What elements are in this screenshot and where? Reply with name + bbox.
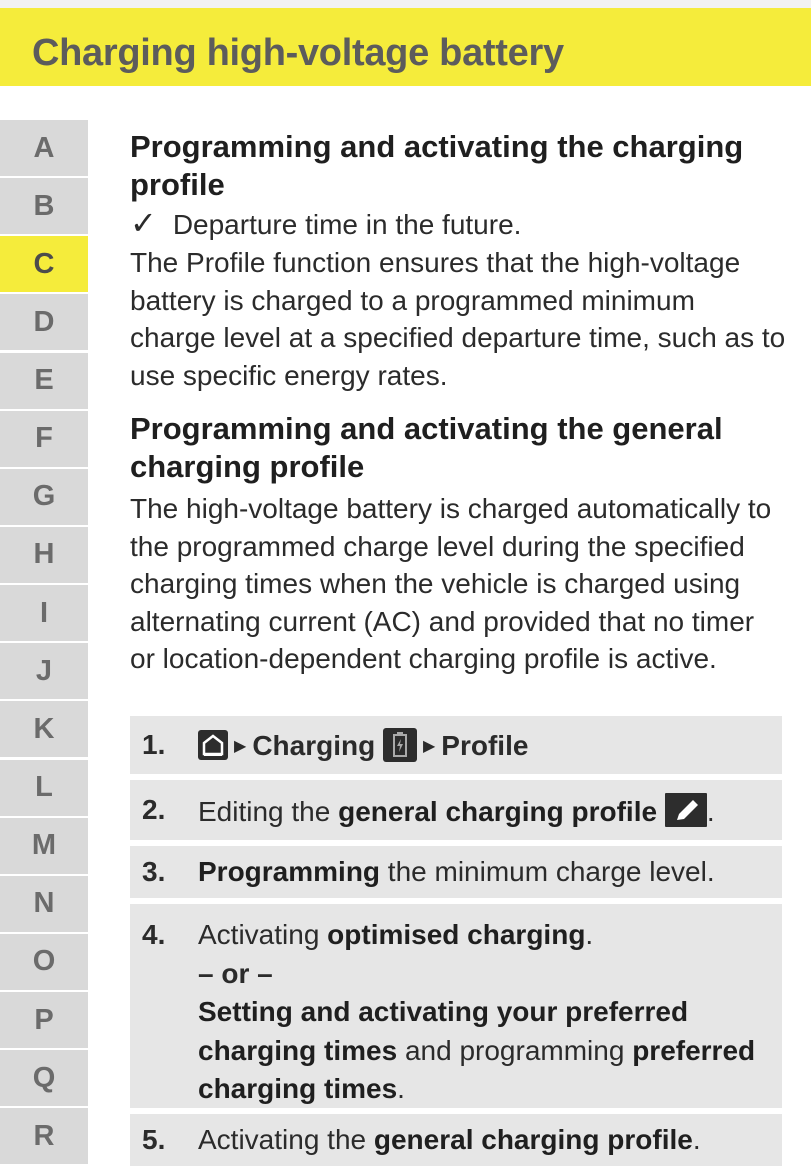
- index-letter-a[interactable]: A: [0, 120, 88, 176]
- nav-charging: Charging: [252, 730, 376, 761]
- body-line: or location-dependent charging profile is active.: [130, 643, 717, 674]
- index-letter-e[interactable]: E: [0, 353, 88, 409]
- step-emphasis: general charging profile: [338, 795, 658, 827]
- step-number: 1.: [142, 729, 166, 760]
- step-emphasis: Setting and activating your preferred charging times: [198, 996, 689, 1066]
- index-letter-o[interactable]: O: [0, 934, 88, 990]
- section-heading-charging-profile: Programming and activating the charging profile: [130, 129, 744, 202]
- instruction-steps: [130, 716, 782, 1172]
- index-letter-m[interactable]: M: [0, 818, 88, 874]
- step-text: Editing the: [198, 795, 339, 827]
- nav-profile: Profile: [441, 730, 529, 761]
- step-number: 4.: [142, 919, 166, 950]
- step-number: 3.: [142, 856, 166, 887]
- index-letter-j[interactable]: J: [0, 643, 88, 699]
- step-body: [198, 793, 782, 828]
- section1-paragraph: [130, 244, 802, 394]
- step-text: Activating the: [198, 1124, 374, 1155]
- index-letter-d[interactable]: D: [0, 294, 88, 350]
- step-body: [198, 1124, 782, 1156]
- body-line: charge level at a specified departure time, such as to: [130, 322, 786, 353]
- body-line: battery is charged to a programmed minimum: [130, 284, 695, 316]
- section-heading-general-profile: Programming and activating the general charging profile: [130, 411, 723, 484]
- step-text: .: [706, 795, 715, 827]
- step-body: [198, 916, 782, 1109]
- pencil-edit-icon: [665, 793, 707, 827]
- body-line: the programmed charge level during the specified: [130, 530, 745, 562]
- index-letter-c[interactable]: C: [0, 236, 88, 292]
- step-emphasis: preferred charging times: [198, 1034, 756, 1104]
- step-text: Activating: [198, 919, 328, 950]
- step-emphasis: Programming: [198, 856, 381, 887]
- body-line: charging times when the vehicle is charged using: [130, 568, 741, 599]
- page-header: [0, 8, 811, 86]
- step-body: [198, 856, 782, 888]
- step-text: .: [692, 1124, 701, 1155]
- step-emphasis: optimised charging: [327, 919, 586, 950]
- index-letter-b[interactable]: B: [0, 178, 88, 234]
- step-number: 5.: [142, 1124, 166, 1155]
- index-letter-q[interactable]: Q: [0, 1050, 88, 1106]
- index-letter-r[interactable]: R: [0, 1108, 88, 1164]
- precondition-text: Departure time in the future.: [172, 209, 522, 240]
- index-letter-k[interactable]: K: [0, 701, 88, 757]
- step-4: [130, 904, 782, 1108]
- arrow-right-icon: ▶: [234, 738, 247, 755]
- arrow-right-icon: ▶: [422, 738, 436, 755]
- step-text: and programming: [397, 1034, 633, 1066]
- step-text: the minimum charge level.: [380, 856, 715, 887]
- section2-paragraph: [130, 490, 802, 678]
- step-text: .: [585, 919, 594, 950]
- index-letter-l[interactable]: L: [0, 760, 88, 816]
- checkmark-icon: ✓: [130, 205, 157, 241]
- index-letter-n[interactable]: N: [0, 876, 88, 932]
- precondition: [130, 204, 802, 244]
- index-letter-h[interactable]: H: [0, 527, 88, 583]
- body-line: The high-voltage battery is charged automatically to: [130, 493, 772, 524]
- step-1: [130, 716, 782, 774]
- step-emphasis: general charging profile: [373, 1124, 693, 1155]
- index-letter-g[interactable]: G: [0, 469, 88, 525]
- top-strip: [0, 0, 811, 8]
- or-separator: – or –: [198, 957, 273, 989]
- article-content: [130, 128, 802, 678]
- page-title: Charging high-voltage battery: [32, 32, 564, 74]
- home-icon: [198, 730, 228, 760]
- step-body: [198, 728, 782, 762]
- body-line: use specific energy rates.: [130, 359, 448, 391]
- battery-charging-icon: [383, 728, 417, 762]
- body-line: alternating current (AC) and provided that no timer: [130, 605, 755, 637]
- index-letter-p[interactable]: P: [0, 992, 88, 1048]
- body-line: The Profile function ensures that the high-voltage: [130, 247, 741, 278]
- step-3: [130, 846, 782, 898]
- alphabet-index: [0, 120, 88, 1167]
- step-text: .: [397, 1073, 405, 1104]
- index-letter-f[interactable]: F: [0, 411, 88, 467]
- step-5: [130, 1114, 782, 1166]
- step-2: [130, 780, 782, 840]
- step-number: 2.: [142, 794, 166, 825]
- index-letter-i[interactable]: I: [0, 585, 88, 641]
